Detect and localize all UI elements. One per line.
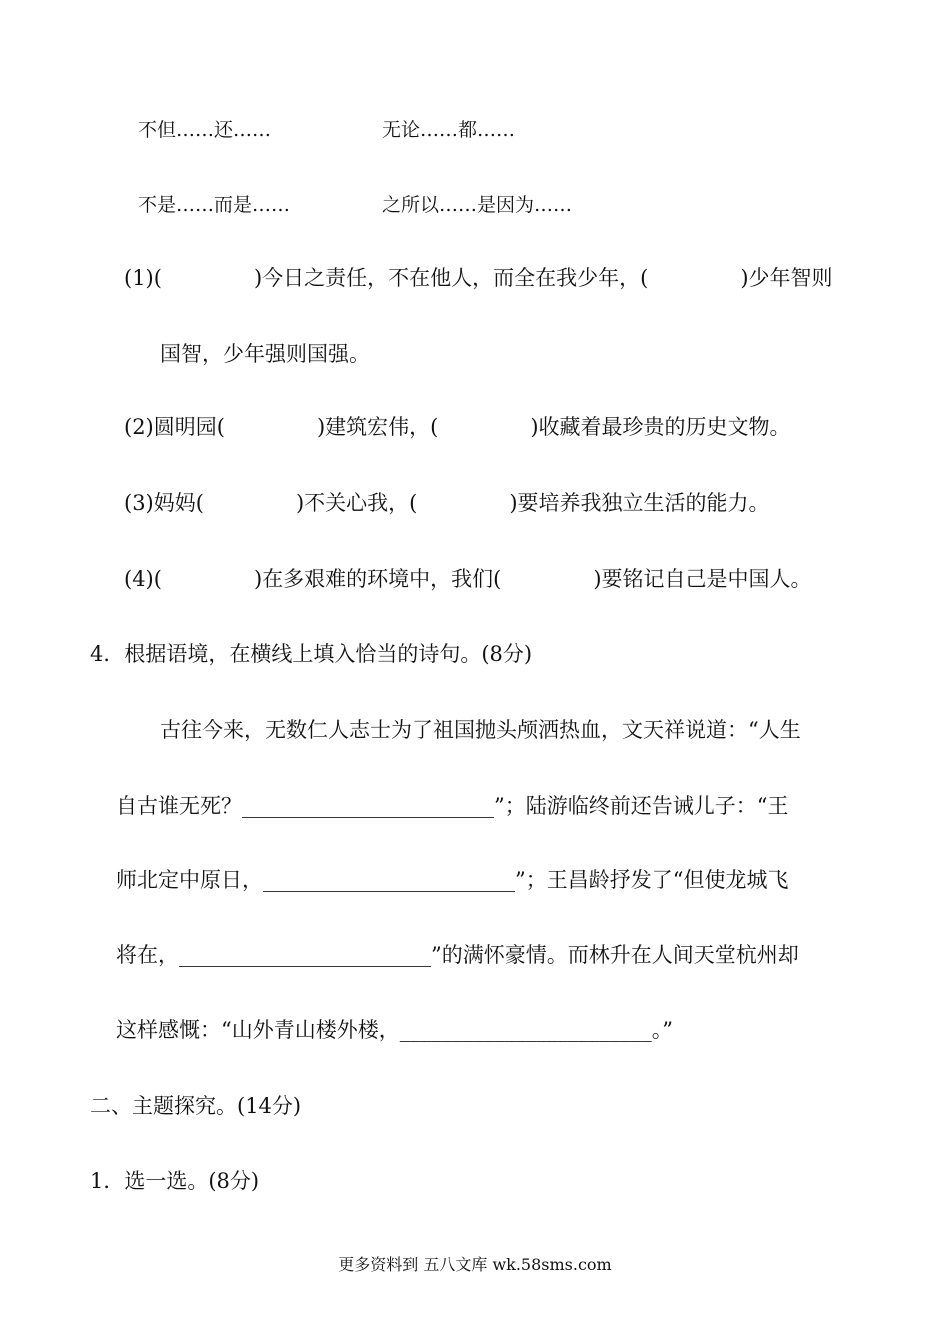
section-2-question-1: 1．选一选。(8分) <box>90 1169 260 1193</box>
poem-blank[interactable]: ________________________ <box>242 794 494 818</box>
section-2-title: 二、主题探究。(14分) <box>90 1094 302 1118</box>
item-text: (2)圆明园( <box>124 415 225 439</box>
item-text: )要铭记自己是中国人。 <box>593 567 812 591</box>
item-text: (1)( <box>124 266 162 290</box>
item-text: )要培养我独立生活的能力。 <box>509 491 770 515</box>
item-text: (4)( <box>124 567 162 591</box>
fill-item-2 <box>124 413 791 441</box>
passage-line <box>116 1016 673 1044</box>
conjunction-option: 不是……而是…… <box>138 194 291 216</box>
poem-blank[interactable]: ________________________ <box>399 1018 652 1042</box>
poem-blank[interactable]: ________________________ <box>179 943 431 967</box>
conjunction-option: 之所以……是因为…… <box>382 194 573 216</box>
passage-line <box>116 866 788 894</box>
item-text: )今日之责任，不在他人，而全在我少年，( <box>253 266 649 290</box>
page-footer: 更多资料到 五八文库 wk.58sms.com <box>338 1255 612 1274</box>
fill-item-1 <box>124 264 833 292</box>
passage-line: 古往今来，无数仁人志士为了祖国抛头颅洒热血，文天祥说道：“人生 <box>160 718 801 742</box>
passage-text: 将在， <box>116 943 179 967</box>
fill-item-1-continued: 国智，少年强则国强。 <box>160 342 370 366</box>
poem-blank[interactable]: ________________________ <box>263 868 515 892</box>
passage-text: ”；陆游临终前还告诫儿子：“王 <box>494 794 789 818</box>
passage-line <box>116 941 799 969</box>
passage-text: 。” <box>651 1018 673 1042</box>
passage-line <box>116 792 788 820</box>
item-text: )建筑宏伟，( <box>316 415 439 439</box>
question-4-title: 4．根据语境，在横线上填入恰当的诗句。(8分) <box>90 642 533 666</box>
conjunction-option: 无论……都…… <box>382 119 516 141</box>
fill-item-4 <box>124 565 812 593</box>
item-text: )少年智则 <box>740 266 833 290</box>
passage-text: ”；王昌龄抒发了“但使龙城飞 <box>515 868 789 892</box>
passage-text: 师北定中原日， <box>116 868 263 892</box>
passage-text: 这样感慨：“山外青山楼外楼， <box>116 1018 400 1042</box>
item-text: )在多艰难的环境中，我们( <box>253 567 502 591</box>
item-text: )不关心我，( <box>295 491 418 515</box>
fill-item-3 <box>124 489 770 517</box>
item-text: )收藏着最珍贵的历史文物。 <box>530 415 791 439</box>
item-text: (3)妈妈( <box>124 491 204 515</box>
conjunction-option: 不但……还…… <box>138 119 272 141</box>
passage-text: ”的满怀豪情。而林升在人间天堂杭州却 <box>431 943 799 967</box>
passage-text: 自古谁无死？ <box>116 794 242 818</box>
